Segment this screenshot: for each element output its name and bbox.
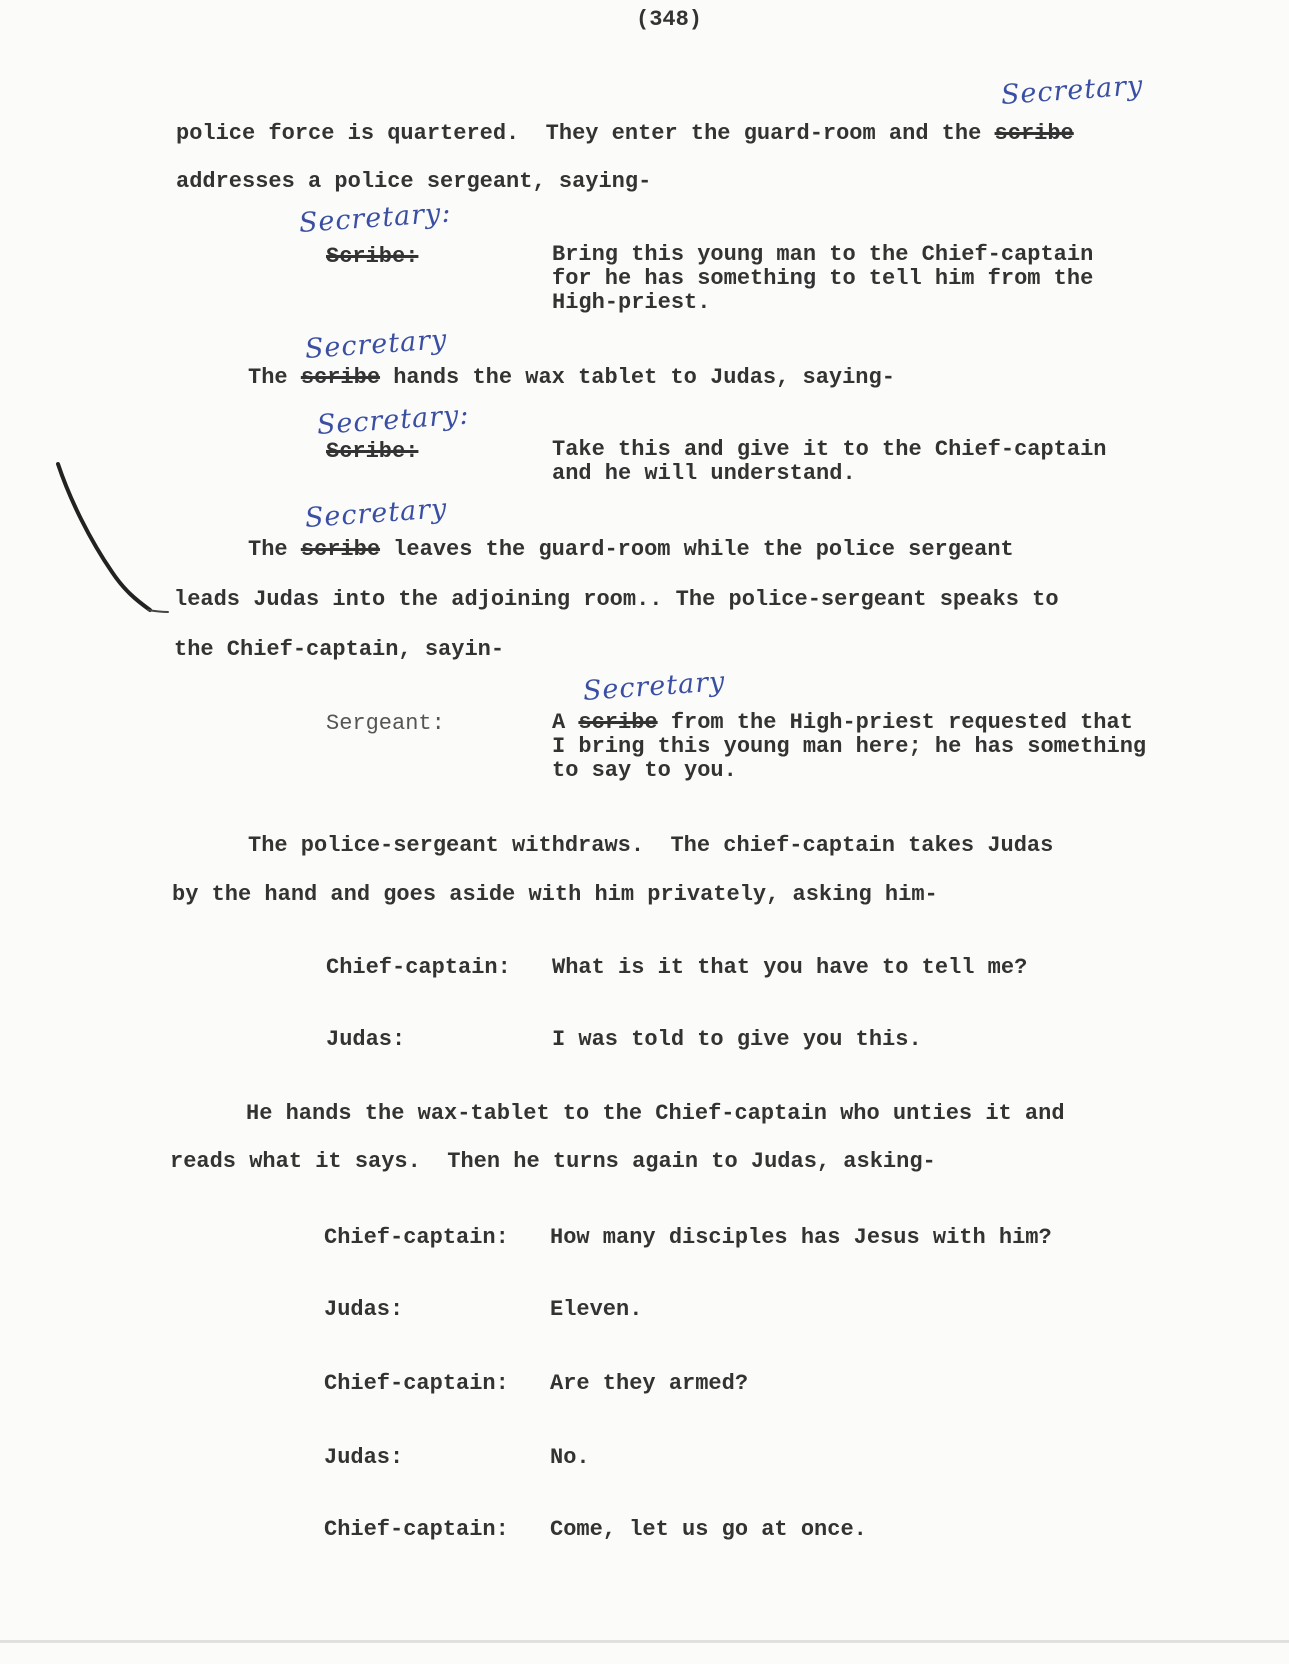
speech-line: I was told to give you this.	[552, 1027, 922, 1052]
speech-line: Bring this young man to the Chief-captain	[552, 242, 1094, 267]
dialogue-3-speech	[552, 711, 1146, 783]
paragraph-text: hands the wax tablet to Judas, saying-	[380, 365, 895, 390]
speech-line: No.	[550, 1445, 590, 1470]
speaker-label: Chief-captain:	[326, 955, 511, 980]
margin-pen-mark	[40, 460, 170, 630]
paragraph-3-line-3: the Chief-captain, sayin-	[174, 637, 505, 662]
struck-word: scribe	[994, 121, 1074, 146]
paragraph-5-line-1: He hands the wax-tablet to the Chief-captain who unties it and	[246, 1101, 1065, 1126]
page-edge	[0, 1640, 1289, 1643]
dialogue-2-speech	[552, 438, 1107, 486]
paragraph-4-line-2: by the hand and goes aside with him privately, asking him-	[172, 882, 938, 907]
paragraph-3-line-2: leads Judas into the adjoining room.. The police-sergeant speaks to	[174, 587, 1059, 612]
paragraph-1-line-2: addresses a police sergeant, saying-	[176, 169, 652, 194]
handwritten-annotation: Secretary	[999, 70, 1145, 111]
paragraph-1-line-1	[176, 122, 1074, 146]
speech-line	[552, 711, 1146, 735]
handwritten-annotation: Secretary:	[297, 197, 453, 239]
speech-line: Are they armed?	[550, 1371, 749, 1396]
paragraph-text: police force is quartered. They enter the guard-room and the	[176, 121, 995, 146]
speaker-label: Chief-captain:	[324, 1371, 509, 1396]
paragraph-3-line-1	[248, 538, 1014, 562]
struck-speaker-label: Scribe:	[326, 439, 419, 464]
speech-line: Come, let us go at once.	[550, 1517, 867, 1542]
struck-word: scribe	[300, 365, 381, 390]
speaker-label: Judas:	[326, 1027, 406, 1052]
speech-line: High-priest.	[552, 290, 711, 315]
paragraph-2-line-1	[248, 366, 895, 390]
speech-line: I bring this young man here; he has something	[552, 734, 1147, 759]
speech-line: What is it that you have to tell me?	[552, 955, 1028, 980]
speech-line: Take this and give it to the Chief-captain	[552, 437, 1107, 462]
speech-text: from the High-priest requested that	[657, 710, 1133, 735]
struck-word: scribe	[300, 537, 381, 562]
paragraph-text: The	[248, 537, 301, 562]
handwritten-annotation: Secretary	[581, 666, 727, 707]
paragraph-5-line-2: reads what it says. Then he turns again to Judas, asking-	[170, 1149, 936, 1174]
handwritten-annotation: Secretary	[303, 493, 449, 534]
paragraph-text: The	[248, 365, 301, 390]
speech-line: and he will understand.	[552, 461, 856, 486]
speech-text: A	[552, 710, 579, 735]
page-number: (348)	[636, 7, 703, 32]
dialogue-1-speech	[552, 243, 1093, 315]
handwritten-annotation: Secretary	[303, 324, 449, 365]
speech-line: Eleven.	[550, 1297, 643, 1322]
speech-line: to say to you.	[552, 758, 737, 783]
handwritten-annotation: Secretary:	[315, 399, 471, 441]
speech-line: How many disciples has Jesus with him?	[550, 1225, 1052, 1250]
speech-line: for he has something to tell him from the	[552, 266, 1094, 291]
paragraph-4-line-1: The police-sergeant withdraws. The chief-captain takes Judas	[248, 833, 1054, 858]
speaker-label: Judas:	[324, 1297, 404, 1322]
speaker-label: Judas:	[324, 1445, 404, 1470]
speaker-label: Sergeant:	[326, 711, 445, 736]
paragraph-text: leaves the guard-room while the police sergeant	[380, 537, 1014, 562]
speaker-label: Chief-captain:	[324, 1225, 509, 1250]
speaker-label: Chief-captain:	[324, 1517, 509, 1542]
struck-word: scribe	[578, 710, 658, 735]
struck-speaker-label: Scribe:	[326, 244, 419, 269]
